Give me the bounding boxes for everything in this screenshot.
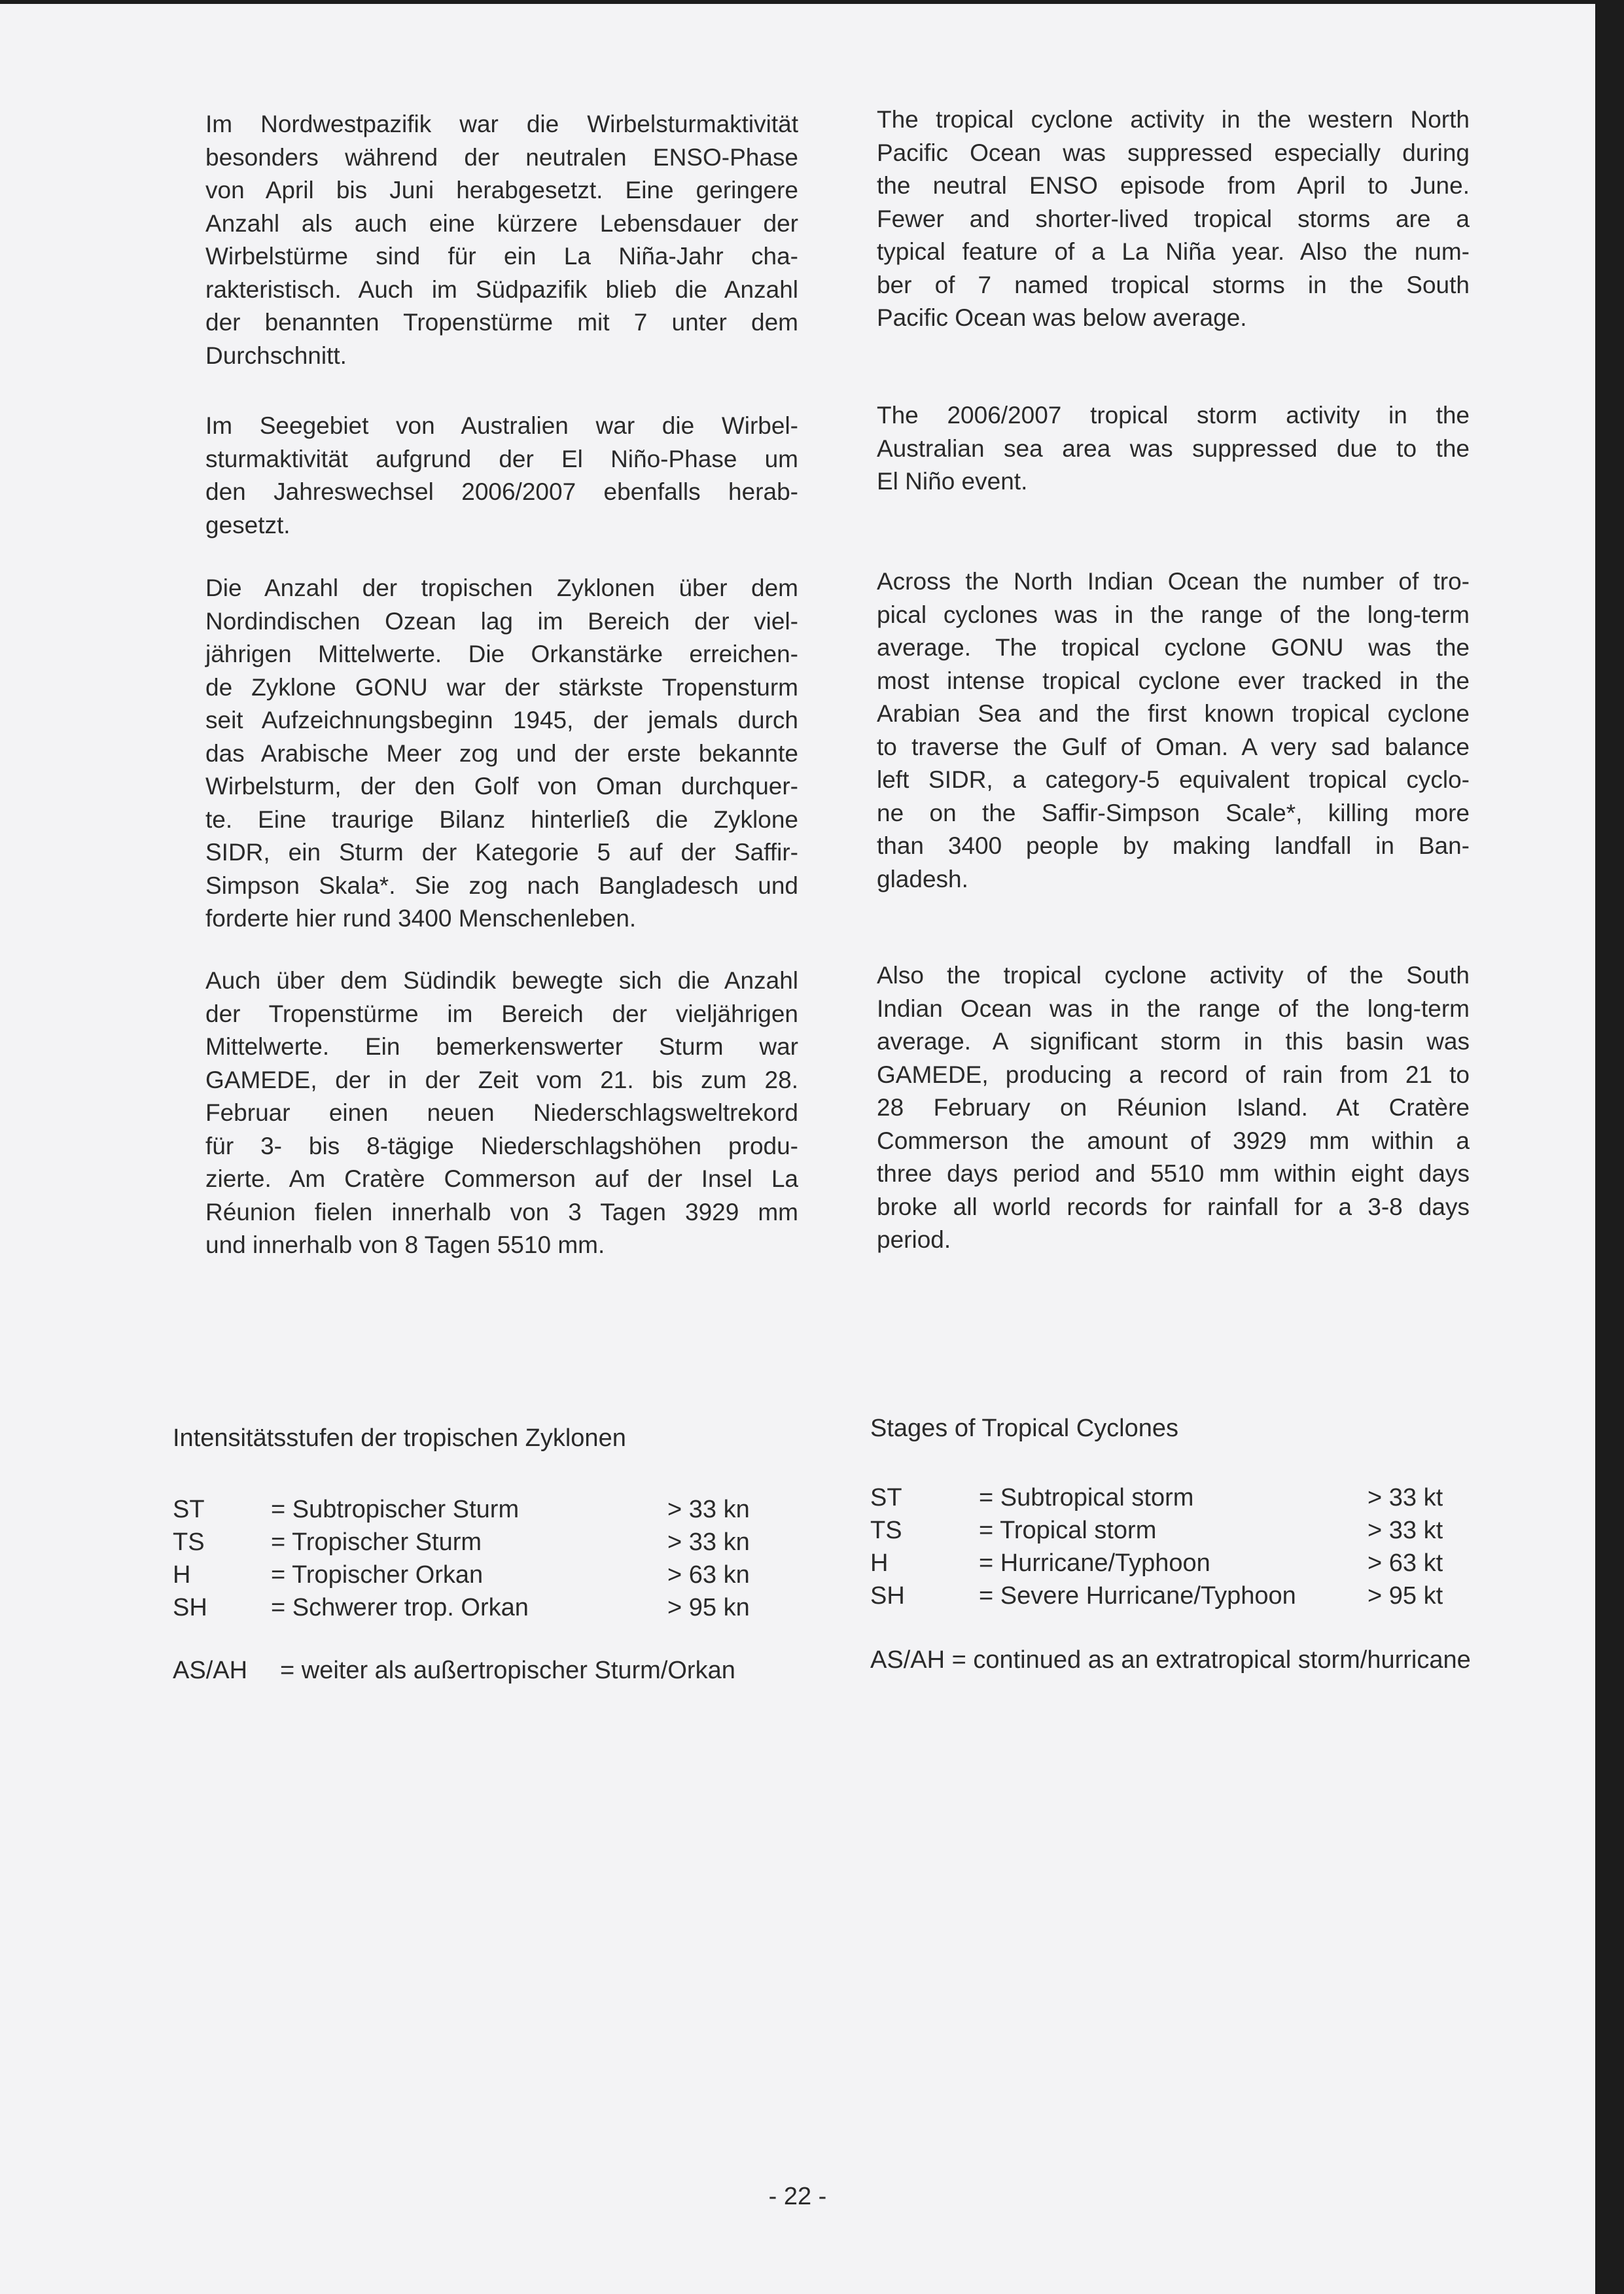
text-line: most intense tropical cyclone ever tracked in the	[877, 667, 1470, 694]
text-line: three days period and 5510 mm within eight days	[877, 1160, 1470, 1187]
text-line: average. The tropical cyclone GONU was the	[877, 634, 1470, 661]
text-line: Across the North Indian Ocean the number of tro-	[877, 568, 1470, 595]
text-line: Réunion fielen innerhalb von 3 Tagen 3929 mm	[205, 1198, 798, 1226]
text-line: der Tropenstürme im Bereich der vieljährigen	[205, 1000, 798, 1027]
german-paragraph-4	[205, 964, 798, 1262]
english-paragraph-3	[877, 565, 1470, 896]
text-line: seit Aufzeichnungsbeginn 1945, der jemals durch	[205, 707, 798, 733]
legend-code: AS/AH	[173, 1657, 248, 1684]
legend-threshold: > 63 kt	[1368, 1549, 1443, 1577]
legend-code: TS	[173, 1528, 205, 1556]
text-line: Fewer and shorter-lived tropical storms are a	[877, 205, 1470, 232]
text-line: left SIDR, a category-5 equivalent tropical cyclo-	[877, 766, 1470, 793]
text-line: Anzahl als auch eine kürzere Lebensdauer der	[205, 209, 798, 237]
legend-code: SH	[173, 1594, 207, 1621]
text-line: Februar einen neuen Niederschlagsweltrekord	[205, 1099, 798, 1126]
legend-code: SH	[870, 1582, 905, 1610]
text-line: gesetzt.	[205, 511, 291, 538]
text-line: 28 February on Réunion Island. At Cratère	[877, 1094, 1470, 1121]
legend-code: H	[870, 1549, 889, 1577]
text-line: ber of 7 named tropical storms in the South	[877, 271, 1470, 298]
german-paragraph-1	[205, 108, 798, 372]
text-line: Die Anzahl der tropischen Zyklonen über dem	[205, 574, 798, 601]
legend-threshold: > 33 kn	[667, 1528, 750, 1556]
text-line: GAMEDE, producing a record of rain from 21 to	[877, 1061, 1470, 1088]
legend-code: TS	[870, 1517, 902, 1544]
text-line: de Zyklone GONU war der stärkste Tropensturm	[205, 673, 798, 701]
legend-description: = Tropischer Sturm	[271, 1528, 482, 1556]
text-line: typical feature of a La Niña year. Also the num-	[877, 238, 1470, 265]
legend-description: = Severe Hurricane/Typhoon	[979, 1582, 1296, 1610]
text-line: besonders während der neutralen ENSO-Phase	[205, 143, 798, 171]
text-line: forderte hier rund 3400 Menschenleben.	[205, 905, 637, 932]
text-line: The 2006/2007 tropical storm activity in the	[877, 402, 1470, 429]
legend-description: = weiter als außertropischer Sturm/Orkan	[280, 1657, 735, 1684]
text-line: Arabian Sea and the first known tropical cyclone	[877, 700, 1470, 727]
text-line: te. Eine traurige Bilanz hinterließ die Zyklone	[205, 805, 798, 833]
legend-code: ST	[173, 1496, 205, 1523]
legend-threshold: > 33 kt	[1368, 1484, 1443, 1511]
text-line: und innerhalb von 8 Tagen 5510 mm.	[205, 1231, 605, 1258]
text-line: Durchschnitt.	[205, 342, 347, 369]
legend-note-text: AS/AH = continued as an extratropical storm/hurricane	[870, 1646, 1471, 1674]
text-line: El Niño event.	[877, 468, 1028, 495]
english-legend-title: Stages of Tropical Cyclones	[870, 1415, 1179, 1442]
text-line: das Arabische Meer zog und der erste bekannte	[205, 739, 798, 767]
legend-description: = Schwerer trop. Orkan	[271, 1594, 529, 1621]
text-line: broke all world records for rainfall for a 3-8 days	[877, 1193, 1470, 1220]
legend-description: = Subtropical storm	[979, 1484, 1194, 1511]
text-line: GAMEDE, der in der Zeit vom 21. bis zum 28.	[205, 1066, 798, 1093]
text-line: Im Seegebiet von Australien war die Wirbel-	[205, 412, 798, 439]
text-line: Also the tropical cyclone activity of the South	[877, 962, 1470, 989]
text-line: Simpson Skala*. Sie zog nach Bangladesch und	[205, 872, 798, 899]
text-line: gladesh.	[877, 865, 968, 892]
text-line: than 3400 people by making landfall in Ban-	[877, 832, 1470, 859]
text-line: the neutral ENSO episode from April to June.	[877, 172, 1470, 199]
text-line: pical cyclones was in the range of the long-term	[877, 601, 1470, 628]
text-line: SIDR, ein Sturm der Kategorie 5 auf der Saffir-	[205, 839, 798, 866]
text-line: Wirbelstürme sind für ein La Niña-Jahr cha-	[205, 243, 798, 270]
text-line: to traverse the Gulf of Oman. A very sad balance	[877, 733, 1470, 760]
legend-description: = Subtropischer Sturm	[271, 1496, 520, 1523]
legend-description: = Tropischer Orkan	[271, 1561, 484, 1589]
text-line: Mittelwerte. Ein bemerkenswerter Sturm war	[205, 1033, 798, 1060]
page-number: - 22 -	[768, 2183, 827, 2210]
text-line: Pacific Ocean was below average.	[877, 304, 1247, 331]
english-paragraph-1	[877, 103, 1470, 335]
text-line: Auch über dem Südindik bewegte sich die Anzahl	[205, 967, 798, 994]
text-line: Australian sea area was suppressed due to the	[877, 434, 1470, 462]
text-line: Pacific Ocean was suppressed especially during	[877, 139, 1470, 166]
german-paragraph-3	[205, 572, 798, 936]
legend-threshold: > 33 kt	[1368, 1517, 1443, 1544]
text-line: für 3- bis 8-tägige Niederschlagshöhen produ-	[205, 1132, 798, 1159]
german-legend-title: Intensitätsstufen der tropischen Zyklonen	[173, 1424, 626, 1452]
text-line: Commerson the amount of 3929 mm within a	[877, 1127, 1470, 1154]
english-paragraph-2	[877, 399, 1470, 499]
legend-description: = Tropical storm	[979, 1517, 1157, 1544]
text-line: Indian Ocean was in the range of the long-term	[877, 995, 1470, 1022]
english-paragraph-4	[877, 959, 1470, 1257]
legend-code: H	[173, 1561, 191, 1589]
legend-threshold: > 95 kt	[1368, 1582, 1443, 1610]
text-line: Wirbelsturm, der den Golf von Oman durchquer-	[205, 773, 798, 800]
text-line: The tropical cyclone activity in the western North	[877, 106, 1470, 133]
text-line: average. A significant storm in this basin was	[877, 1028, 1470, 1055]
text-line: der benannten Tropenstürme mit 7 unter dem	[205, 309, 798, 336]
text-line: jährigen Mittelwerte. Die Orkanstärke erreichen-	[205, 641, 798, 667]
document-page	[0, 4, 1595, 2294]
legend-description: = Hurricane/Typhoon	[979, 1549, 1210, 1577]
text-line: den Jahreswechsel 2006/2007 ebenfalls herab-	[205, 478, 798, 505]
text-line: zierte. Am Cratère Commerson auf der Insel La	[205, 1165, 798, 1192]
text-line: ne on the Saffir-Simpson Scale*, killing more	[877, 799, 1470, 826]
german-paragraph-2	[205, 410, 798, 542]
text-line: rakteristisch. Auch im Südpazifik blieb die Anzahl	[205, 275, 798, 303]
text-line: period.	[877, 1226, 951, 1253]
legend-threshold: > 95 kn	[667, 1594, 750, 1621]
text-line: von April bis Juni herabgesetzt. Eine geringere	[205, 177, 798, 203]
legend-threshold: > 33 kn	[667, 1496, 750, 1523]
text-line: sturmaktivität aufgrund der El Niño-Phase um	[205, 445, 798, 472]
legend-threshold: > 63 kn	[667, 1561, 750, 1589]
text-line: Im Nordwestpazifik war die Wirbelsturmaktivität	[205, 111, 798, 137]
legend-code: ST	[870, 1484, 902, 1511]
text-line: Nordindischen Ozean lag im Bereich der viel-	[205, 607, 798, 635]
